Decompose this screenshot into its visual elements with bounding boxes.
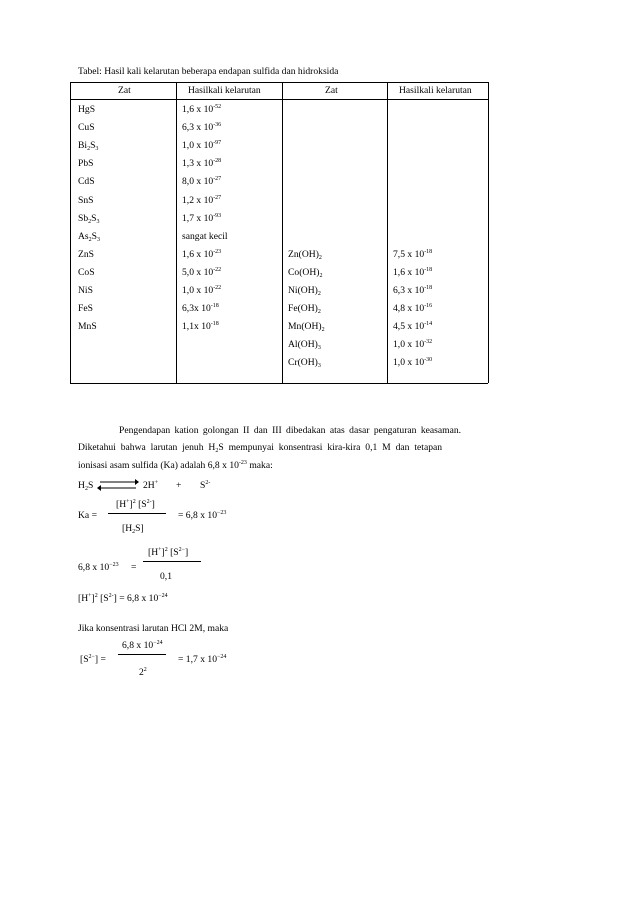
compound-name-part: 2 [88, 236, 92, 243]
compound-name [288, 358, 321, 368]
eq1-product-2 [200, 481, 210, 491]
compound-name [78, 250, 94, 260]
ksp-exponent: -18 [210, 321, 219, 328]
eq3-lhs-sup: −23 [109, 562, 119, 568]
paragraph-line-3-text-b: maka: [246, 460, 273, 471]
compound-name-part: Mn(OH) [288, 321, 322, 333]
eq3-numerator [148, 548, 188, 558]
ksp-mantissa: 7,5 x 10 [393, 248, 425, 260]
eq4-sup1: + [88, 593, 92, 599]
ksp-value [182, 105, 221, 115]
compound-name-part: Zn(OH) [288, 248, 319, 260]
compound-name [288, 322, 325, 332]
eq5-num-text: 6,8 x 10 [122, 640, 154, 651]
ksp-exponent: -18 [424, 285, 433, 291]
compound-name-part: 2 [319, 272, 323, 279]
compound-name-part: 3 [317, 345, 321, 352]
ksp-value [393, 340, 432, 350]
ksp-mantissa: sangat kecil [182, 230, 228, 242]
compound-name-part: 3 [97, 236, 101, 243]
eq5-rhs-sup: −24 [217, 654, 227, 660]
eq2-num-sup3: 2- [146, 499, 152, 505]
compound-name-part: Co(OH) [288, 266, 320, 278]
eq3-num-a: [H [148, 547, 159, 558]
compound-name-part: Cr(OH) [288, 357, 318, 369]
compound-name-part: 2 [318, 254, 322, 261]
compound-name-part: CoS [78, 266, 95, 278]
eq4-c: [S [97, 593, 109, 604]
ksp-value [182, 304, 219, 314]
paragraph-line-3-sup: -23 [238, 460, 247, 466]
eq4-sup4: −24 [158, 593, 168, 599]
header-zat-1: Zat [118, 85, 131, 96]
ksp-mantissa: 4,5 x 10 [393, 321, 425, 333]
eq5-rhs [178, 655, 226, 665]
compound-name-part: Sb [78, 212, 89, 224]
eq2-rhs-text: = 6,8 x 10 [178, 510, 217, 521]
ksp-value [182, 232, 228, 242]
eq4-b: ] [91, 593, 95, 604]
eq2-den-sub: 2 [132, 529, 136, 535]
eq5-num-sup: −24 [153, 640, 163, 646]
compound-name-part: Al(OH) [288, 339, 318, 351]
compound-name [78, 196, 93, 206]
eq2-fraction-bar [108, 513, 166, 514]
eq4 [78, 594, 168, 604]
ksp-mantissa: 1,0 x 10 [182, 140, 214, 152]
ksp-mantissa: 6,3x 10 [182, 303, 211, 315]
compound-name-part: SnS [78, 194, 94, 206]
ksp-mantissa: 1,1x 10 [182, 321, 211, 333]
eq2-num-d: ] [151, 499, 155, 510]
header-ksp-1: Hasilkali kelarutan [188, 85, 261, 96]
eq5-den-sup: 2 [143, 667, 147, 673]
ksp-exponent: -30 [424, 357, 433, 364]
eq1-product-2-text: S [200, 480, 206, 491]
compound-name-part: Ni(OH) [288, 285, 318, 296]
compound-name [78, 232, 100, 242]
compound-name-part: CuS [78, 122, 95, 134]
paragraph-line-2-text-b: S mempunyai konsentrasi kira-kira 0,1 M dan tetapan [218, 442, 443, 453]
compound-name-part: HgS [78, 104, 96, 115]
compound-name-part: MnS [78, 321, 97, 333]
compound-name [78, 304, 93, 314]
ksp-value [393, 250, 432, 260]
ksp-mantissa: 1,7 x 10 [182, 212, 214, 224]
compound-name-part: CdS [78, 176, 95, 188]
eq3-num-b: ] [161, 547, 165, 558]
compound-name-part: Fe(OH) [288, 303, 318, 315]
compound-name [78, 322, 97, 332]
eq4-d: ] = 6,8 x 10 [113, 593, 159, 604]
ksp-value [182, 177, 221, 187]
compound-name-part: 3 [96, 218, 100, 225]
ksp-exponent: -27 [213, 194, 222, 201]
ksp-exponent: -18 [424, 248, 433, 255]
eq5-rhs-text: = 1,7 x 10 [178, 654, 217, 665]
compound-name-part: 3 [95, 146, 99, 153]
eq2-num-sup1: + [126, 499, 130, 505]
eq2-denominator [122, 524, 144, 534]
compound-name [78, 268, 95, 278]
ksp-exponent: -14 [424, 321, 433, 328]
eq1-product-1-text: 2H [143, 480, 155, 491]
compound-name-part: FeS [78, 303, 93, 315]
eq5-denominator [139, 668, 147, 678]
ksp-value [182, 159, 221, 169]
eq5-fraction-bar [118, 654, 166, 655]
eq3-num-d: ] [185, 547, 189, 558]
ksp-exponent: -52 [213, 104, 222, 110]
eq1-product-1-sup: + [154, 480, 159, 486]
eq1-product-2-sup: 2- [205, 480, 211, 486]
ksp-value [182, 196, 221, 206]
eq5-lhs-b: ] = [94, 654, 106, 665]
compound-name [288, 304, 321, 314]
ksp-mantissa: 1,6 x 10 [393, 266, 425, 278]
compound-name [78, 214, 99, 224]
ksp-mantissa: 1,0 x 10 [182, 285, 214, 296]
ksp-exponent: -36 [213, 122, 222, 129]
compound-name [288, 286, 321, 296]
eq1-lhs [78, 481, 93, 491]
compound-name-part: S [90, 140, 96, 152]
compound-name [78, 177, 95, 187]
ksp-exponent: -23 [213, 248, 222, 255]
hcl-line: Jika konsentrasi larutan HCl 2M, maka [78, 623, 229, 634]
compound-name [78, 159, 93, 169]
eq2-num-a: [H [116, 499, 127, 510]
eq1-plus: + [176, 480, 182, 491]
eq3-num-c: [S [167, 547, 179, 558]
compound-name [288, 340, 321, 350]
eq5-numerator [122, 641, 163, 651]
eq5-lhs-a: [S [80, 654, 89, 665]
paragraph-line-3-text-a: ionisasi asam sulfida (Ka) adalah 6,8 x 10 [78, 460, 239, 471]
eq1-lhs-h: H [78, 480, 85, 491]
eq3-num-sup2: 2 [164, 547, 168, 553]
compound-name [78, 123, 95, 133]
eq1-product-1 [143, 481, 158, 491]
ksp-exponent: -28 [213, 158, 222, 165]
paragraph-line-2 [78, 443, 442, 453]
compound-name [288, 250, 322, 260]
equilibrium-arrow-icon [97, 478, 139, 492]
ksp-mantissa: 6,3 x 10 [182, 122, 214, 134]
compound-name-part: NiS [78, 285, 93, 296]
compound-name [288, 268, 322, 278]
ksp-value [182, 268, 221, 278]
ksp-exponent: -32 [424, 339, 433, 346]
eq4-a: [H [78, 593, 89, 604]
ksp-exponent: -18 [424, 266, 433, 273]
eq3-denominator: 0,1 [160, 571, 172, 582]
ksp-exponent: -93 [213, 212, 222, 219]
eq5-lhs [80, 655, 106, 665]
ksp-value [182, 322, 219, 332]
ksp-mantissa: 1,6 x 10 [182, 248, 214, 260]
ksp-mantissa: 1,6 x 10 [182, 104, 214, 115]
eq3-num-sup3: 2− [178, 547, 186, 553]
compound-name [78, 141, 98, 151]
ksp-value [182, 123, 221, 133]
ksp-mantissa: 5,0 x 10 [182, 266, 214, 278]
eq2-numerator [116, 500, 155, 510]
ksp-mantissa: 1,0 x 10 [393, 357, 425, 369]
eq1-lhs-sub: 2 [84, 486, 88, 492]
eq5-lhs-sup: 2− [88, 654, 95, 660]
ksp-mantissa: 4,8 x 10 [393, 303, 425, 315]
ksp-mantissa: 8,0 x 10 [182, 176, 214, 188]
ksp-value [393, 286, 432, 296]
compound-name-part: 2 [317, 291, 321, 297]
compound-name-part: 3 [317, 363, 321, 370]
eq2-num-c: [S [135, 499, 147, 510]
compound-name-part: S [91, 212, 97, 224]
header-zat-2: Zat [325, 85, 338, 96]
compound-name-part: As [78, 230, 89, 242]
compound-name [78, 105, 95, 115]
compound-name-part: ZnS [78, 248, 94, 260]
ksp-value [182, 250, 221, 260]
ksp-exponent: -16 [424, 303, 433, 310]
ksp-mantissa: 6,3 x 10 [393, 285, 425, 296]
eq4-sup2: 2 [94, 593, 98, 599]
ksp-mantissa: 1,0 x 10 [393, 339, 425, 351]
ksp-value [393, 358, 432, 368]
eq5-den-text: 2 [139, 667, 144, 678]
compound-name-part: S [91, 230, 98, 242]
compound-name [78, 286, 93, 296]
eq2-num-sup2: 2 [132, 499, 136, 505]
eq3-num-sup1: + [158, 547, 162, 553]
ksp-mantissa: 1,3 x 10 [182, 158, 214, 170]
eq2-den-b: S] [135, 523, 144, 534]
compound-name-part: 2 [321, 327, 325, 334]
eq3-fraction-bar [143, 561, 201, 562]
header-ksp-2: Hasilkali kelarutan [399, 85, 472, 96]
ksp-mantissa: 1,2 x 10 [182, 194, 214, 206]
ksp-exponent: -18 [210, 303, 219, 310]
eq1-lhs-s: S [87, 480, 94, 491]
eq2-den-a: [H [122, 523, 133, 534]
ksp-exponent: -22 [213, 266, 222, 273]
eq2-num-b: ] [129, 499, 133, 510]
ksp-exponent: -27 [213, 176, 222, 183]
paragraph-line-3 [78, 461, 273, 471]
eq3-lhs [78, 563, 119, 573]
eq4-sup3: 2- [108, 593, 114, 599]
eq3-equals: = [131, 562, 137, 573]
compound-name-part: Bi [78, 140, 88, 152]
compound-name-part: PbS [78, 158, 94, 170]
ksp-value [393, 268, 432, 278]
eq2-rhs-sup: −23 [217, 510, 227, 516]
ksp-value [182, 141, 221, 151]
ksp-exponent: -97 [213, 140, 222, 147]
ksp-value [182, 214, 221, 224]
eq2-label: Ka = [78, 510, 97, 521]
paragraph-line-2-sub: 2 [215, 448, 219, 454]
ksp-value [182, 286, 221, 296]
eq3-lhs-text: 6,8 x 10 [78, 562, 110, 573]
ksp-value [393, 322, 432, 332]
compound-name-part: 2 [88, 218, 92, 225]
table-caption: Tabel: Hasil kali kelarutan beberapa endapan sulfida dan hidroksida [78, 66, 339, 77]
ksp-value [393, 304, 432, 314]
eq2-rhs [178, 511, 226, 521]
compound-name-part: 2 [87, 146, 91, 153]
paragraph-line-1: Pengendapan kation golongan II dan III dibedakan atas dasar pengaturan keasaman. [119, 425, 462, 436]
paragraph-line-2-text-a: Diketahui bahwa larutan jenuh H [78, 442, 216, 453]
compound-name-part: 2 [317, 309, 321, 316]
ksp-exponent: -22 [213, 285, 222, 291]
